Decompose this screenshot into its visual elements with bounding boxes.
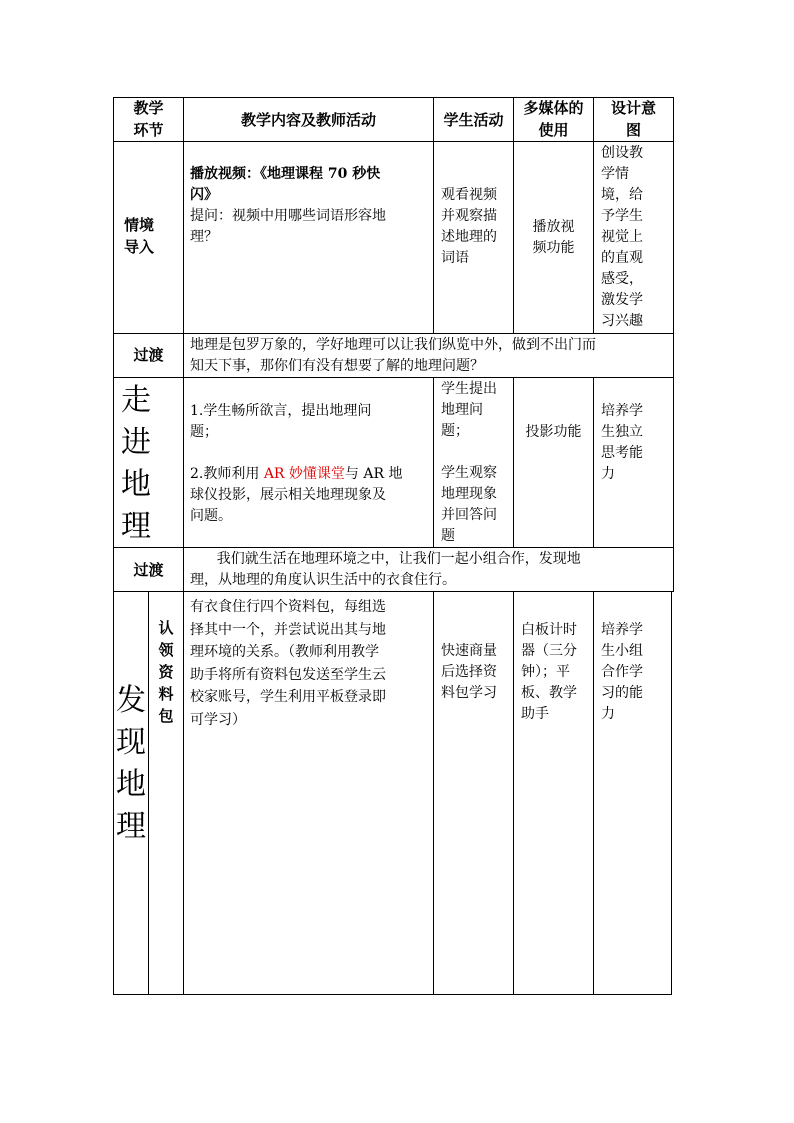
content-item-1: 1.学生畅所欲言，提出地理问 题；: [190, 403, 372, 440]
header-stage: 教学 环节: [133, 99, 164, 139]
header-student: 学生活动: [443, 111, 504, 129]
content-question: 提问：视频中用哪些词语形容地 理？: [190, 208, 386, 245]
media-use-1: 播放视 频功能: [532, 219, 575, 256]
transition-text-1: 地理是包罗万象的，学好地理可以让我们纵览中外，做到不出门而 知天下事，那你们有没有想要了解的地理问题？: [190, 337, 596, 374]
student-activity-2: 学生提出 地理问 题； 学生观察 地理现象 并回答问 题: [441, 381, 497, 544]
table-border-bottom: [113, 994, 672, 995]
col-divider-student-b: [513, 377, 514, 548]
header-media: 多媒体的 使用: [523, 99, 584, 139]
transition-label-2: 过渡: [133, 561, 164, 579]
content-item-2-prefix: 2.教师利用: [190, 466, 264, 482]
media-use-3: 白板计时 器（三分 钟）；平 板、教学 助手: [521, 622, 577, 722]
stage-enter-geography: 走 进 地 理: [121, 383, 151, 544]
design-intent-3: 培养学 生小组 合作学 习的能 力: [601, 622, 643, 722]
header-content: 教学内容及教师活动: [240, 111, 376, 129]
content-item-2: [190, 464, 430, 527]
design-intent-1: 创设教 学情 境，给 予学生 视觉上 的直观 感受， 激发学 习兴趣: [601, 145, 643, 329]
row-divider-3: [113, 547, 674, 548]
table-border-right-upper: [673, 97, 674, 592]
media-use-2: 投影功能: [525, 424, 582, 440]
transition-label-1: 过渡: [133, 346, 164, 364]
stage-discover-geography: 发 现 地 理: [116, 683, 146, 844]
design-intent-2: 培养学 生独立 思考能 力: [601, 403, 643, 482]
col-divider-media-b: [593, 377, 594, 548]
col-divider-media-c: [593, 591, 594, 995]
col-divider-content-a: [433, 97, 434, 334]
header-design: 设计意 图: [610, 99, 656, 139]
col-divider-stage-c: [183, 591, 184, 995]
student-activity-3: 快速商量 后选择资 料包学习: [441, 643, 497, 701]
stage-situation-intro: 情境 导入: [123, 216, 154, 256]
table-border-right-lower: [671, 591, 672, 995]
content-video-title: 播放视频：《地理课程 70 秒快 闪》: [190, 166, 381, 203]
col-divider-stage: [183, 97, 184, 592]
student-activity-1: 观看视频 并观察描 述地理的 词语: [441, 187, 497, 266]
col-divider-content-b: [433, 377, 434, 548]
header-row-divider: [113, 141, 674, 142]
row-divider-4: [113, 591, 674, 592]
col-divider-student-c: [513, 591, 514, 995]
col-divider-content-c: [433, 591, 434, 995]
row-divider-1: [113, 333, 674, 334]
content-item-2-suffix: 与 AR 地 球仪投影，展示相关地理现象及 问题。: [190, 466, 403, 524]
ar-classroom-highlight: AR 妙懂课堂: [263, 466, 345, 482]
transition-text-2: 我们就生活在地理环境之中，让我们一起小组合作，发现地 理，从地理的角度认识生活中的衣食住行。: [190, 551, 581, 588]
content-packages: 有衣食住行四个资料包，每组选 择其中一个，并尝试说出其与地 理环境的关系。（教师利用教学 助手将所有资料包发送至学生云 校家账号，学生利用平板登录即 可学习）: [190, 599, 386, 728]
substage-claim-package: 认 领 资 料 包: [158, 619, 174, 725]
row-divider-2: [113, 377, 674, 378]
